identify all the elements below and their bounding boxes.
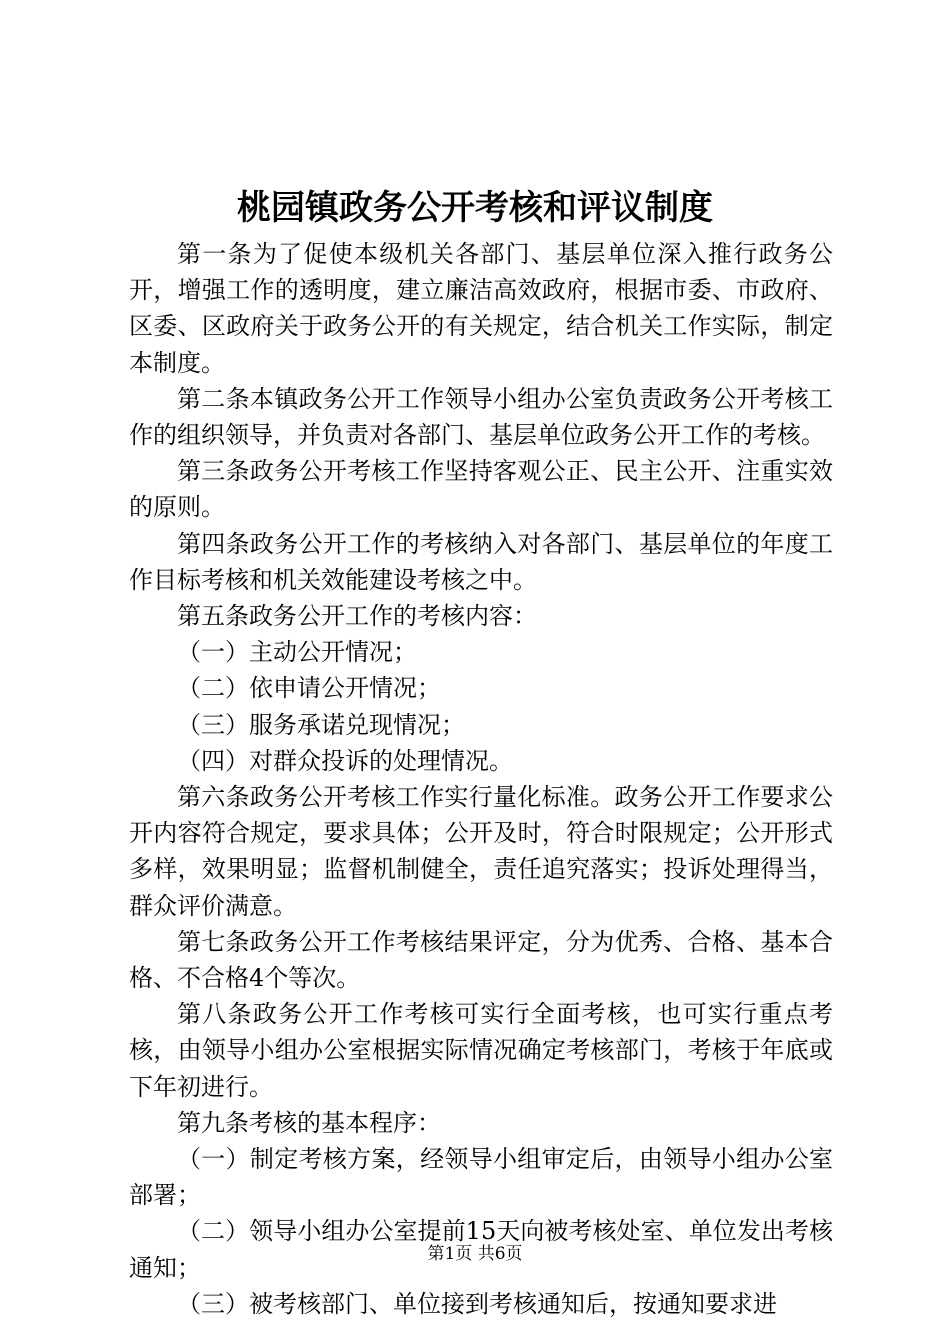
- document-title: 桃园镇政务公开考核和评议制度: [237, 188, 713, 228]
- paragraph-article-8: 第八条政务公开工作考核可实行全面考核，也可实行重点考核，由领导小组办公室根据实际情况确定考核部门，考核于年底或下年初进行。: [129, 1000, 833, 1101]
- paragraph-article-6: 第六条政务公开考核工作实行量化标准。政务公开工作要求公开内容符合规定，要求具体；公开及时，符合时限规定；公开形式多样，效果明显；监督机制健全，责任追究落实；投诉处理得当，群众评价满意。: [129, 783, 833, 920]
- paragraph-article-5: 第五条政务公开工作的考核内容：: [177, 602, 537, 631]
- list-item-5-1: （一）主动公开情况；: [177, 638, 417, 667]
- list-item-5-2: （二）依申请公开情况；: [177, 674, 441, 703]
- list-item-5-4: （四）对群众投诉的处理情况。: [177, 746, 513, 775]
- list-item-9-3: （三）被考核部门、单位接到考核通知后，按通知要求进: [177, 1289, 777, 1318]
- paragraph-article-4: 第四条政务公开工作的考核纳入对各部门、基层单位的年度工作目标考核和机关效能建设考核之中。: [129, 529, 833, 594]
- list-item-9-1: （一）制定考核方案，经领导小组审定后，由领导小组办公室部署；: [129, 1145, 833, 1210]
- list-item-5-3: （三）服务承诺兑现情况；: [177, 710, 465, 739]
- page-number-footer: 第1页 共6页: [427, 1244, 523, 1264]
- paragraph-article-1: 第一条为了促使本级机关各部门、基层单位深入推行政务公开，增强工作的透明度，建立廉洁高效政府，根据市委、市政府、区委、区政府关于政务公开的有关规定，结合机关工作实际，制定本制度。: [129, 240, 833, 377]
- paragraph-article-3: 第三条政务公开考核工作坚持客观公正、民主公开、注重实效的原则。: [129, 457, 833, 522]
- document-body: [129, 236, 833, 1322]
- paragraph-article-9: 第九条考核的基本程序：: [177, 1108, 441, 1137]
- list-item-9-2: （二）领导小组办公室提前15天向被考核处室、单位发出考核通知；: [129, 1217, 833, 1282]
- paragraph-article-7: 第七条政务公开工作考核结果评定，分为优秀、合格、基本合格、不合格4个等次。: [129, 927, 833, 993]
- paragraph-article-2: 第二条本镇政务公开工作领导小组办公室负责政务公开考核工作的组织领导，并负责对各部门、基层单位政务公开工作的考核。: [129, 384, 833, 450]
